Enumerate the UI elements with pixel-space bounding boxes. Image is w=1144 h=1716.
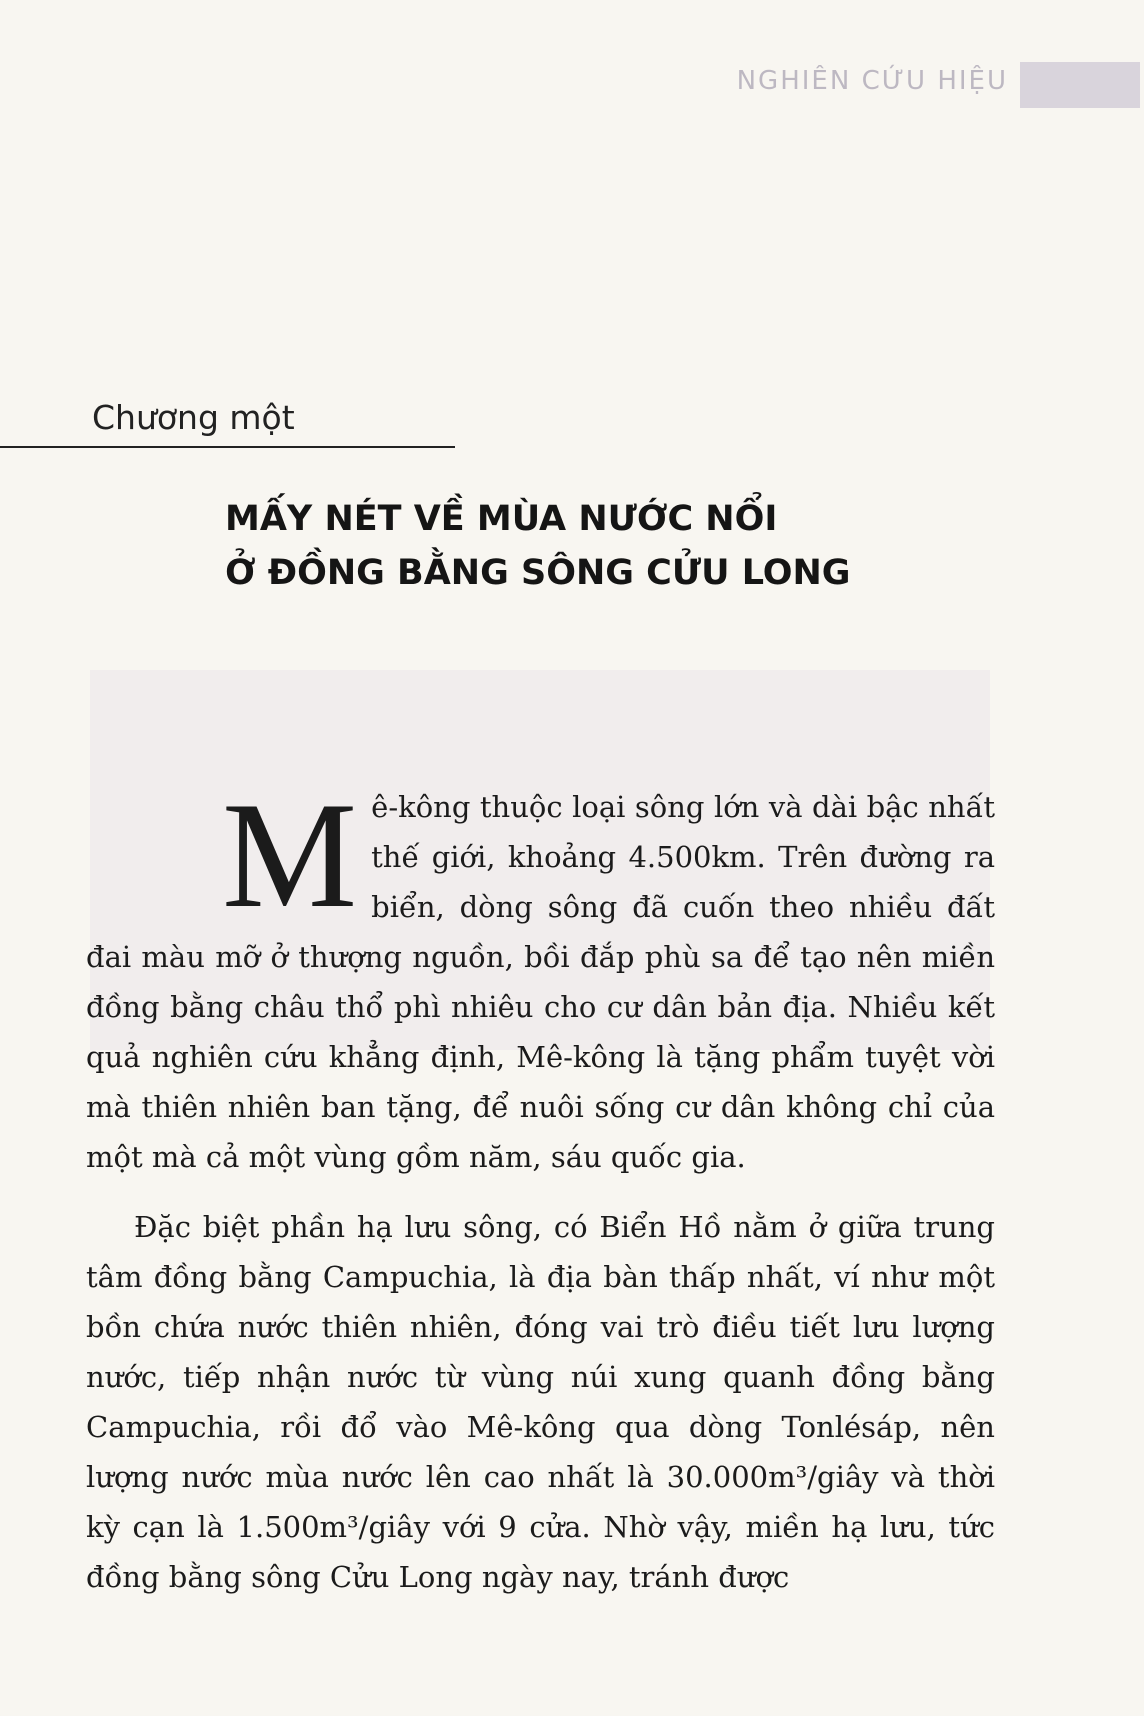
chapter-rule bbox=[0, 446, 455, 448]
page-tab bbox=[1020, 62, 1140, 108]
running-head-title: NGHIÊN CỨU HIỆU bbox=[736, 66, 1008, 96]
paragraph-1 bbox=[86, 771, 995, 1182]
paragraph-1-text: ê-kông thuộc loại sông lớn và dài bậc nhất thế giới, khoảng 4.500km. Trên đường ra biển, dòng sông đã cuốn theo nhiều đất đai màu mỡ ở thượng nguồn, bồi đắp phù sa để tạo nên miền đồng bằng châu thổ phì nhiêu cho cư dân bản địa. Nhiều kết quả nghiên cứu khẳng định, Mê-kông là tặng phẩm tuyệt vời mà thiên nhiên ban tặng, để nuôi sống cư dân không chỉ của một mà cả một vùng gồm năm, sáu quốc gia. bbox=[86, 790, 995, 1174]
paragraph-2: Đặc biệt phần hạ lưu sông, có Biển Hồ nằm ở giữa trung tâm đồng bằng Campuchia, là địa bàn thấp nhất, ví như một bồn chứa nước thiên nhiên, đóng vai trò điều tiết lưu lượng nước, tiếp nhận nước từ vùng núi xung quanh đồng bằng Campuchia, rồi đổ vào Mê-kông qua dòng Tonlésáp, nên lượng nước mùa nước lên cao nhất là 30.000m³/giây và thời kỳ cạn là 1.500m³/giây với 9 cửa. Nhờ vậy, miền hạ lưu, tức đồng bằng sông Cửu Long ngày nay, tránh được bbox=[86, 1210, 995, 1594]
body-text bbox=[86, 771, 995, 1602]
running-head bbox=[660, 62, 1140, 118]
drop-cap: M bbox=[222, 771, 358, 939]
chapter-title bbox=[225, 492, 925, 600]
chapter-title-line-2: Ở ĐỒNG BẰNG SÔNG CỬU LONG bbox=[225, 553, 851, 593]
chapter-title-line-1: MẤY NÉT VỀ MÙA NƯỚC NỔI bbox=[225, 499, 778, 539]
chapter-label: Chương một bbox=[92, 398, 295, 437]
